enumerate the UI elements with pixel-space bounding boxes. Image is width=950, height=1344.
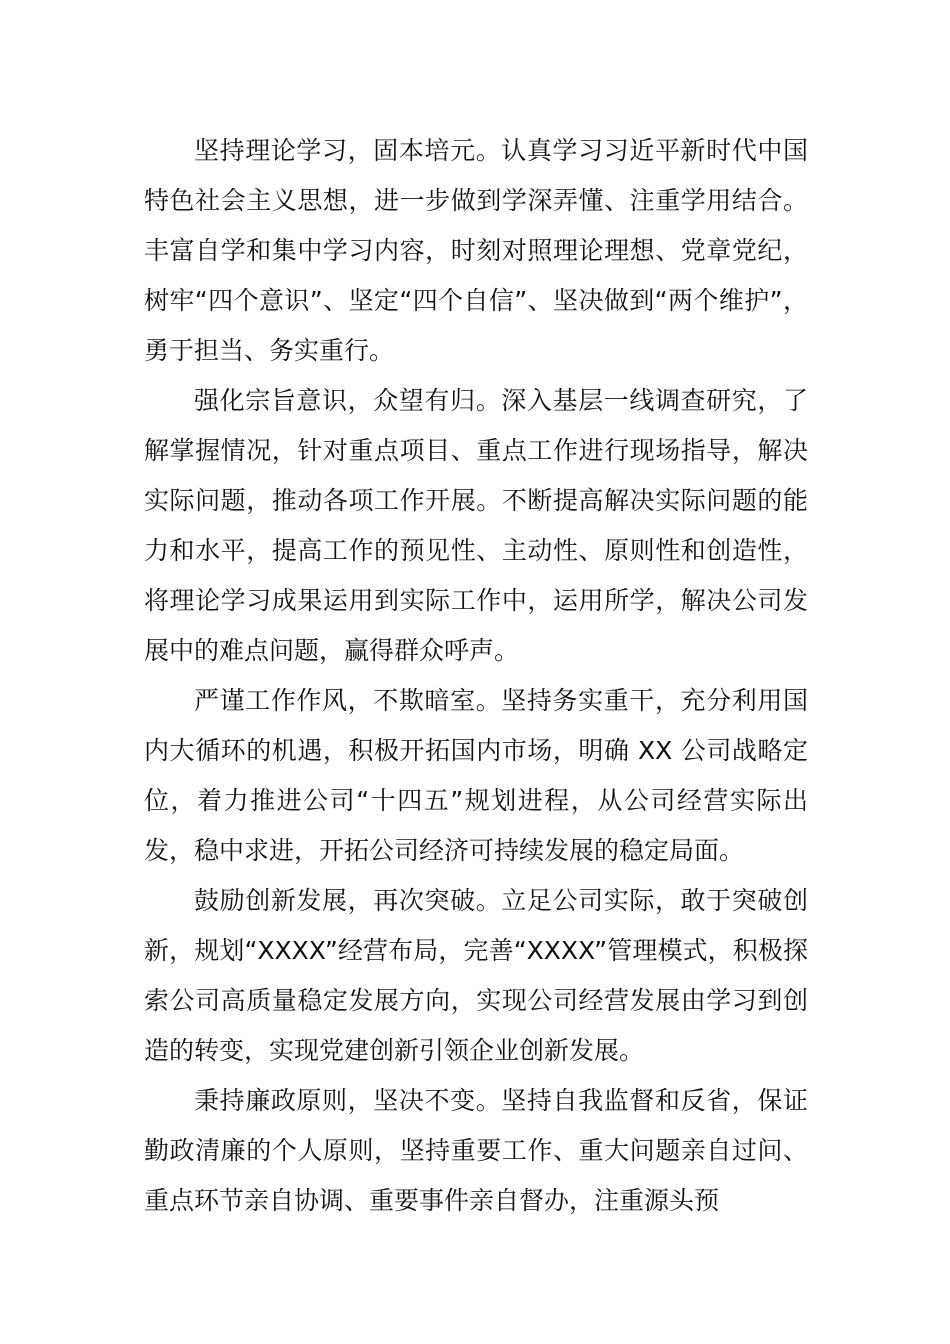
- paragraph-integrity: 秉持廉政原则，坚决不变。坚持自我监督和反省，保证勤政清廉的个人原则，坚持重要工作、重大问题亲自过问、重点环节亲自协调、重要事件亲自督办，注重源头预: [144, 1086, 808, 1215]
- paragraph-work-style: 严谨工作作风，不欺暗室。坚持务实重干，充分利用国内大循环的机遇，积极开拓国内市场，明确 XX 公司战略定位，着力推进公司“十四五”规划进程，从公司经营实际出发，稳中求进，开拓公司经济可持续发展的稳定局面。: [144, 686, 808, 865]
- paragraph-innovation: 鼓励创新发展，再次突破。立足公司实际，敢于突破创新，规划“XXXX”经营布局，完善“XXXX”管理模式，积极探索公司高质量稳定发展方向，实现公司经营发展由学习到创造的转变，实现党建创新引领企业创新发展。: [144, 886, 808, 1065]
- document-body: [144, 126, 808, 1226]
- paragraph-purpose-awareness: 强化宗旨意识，众望有归。深入基层一线调查研究，了解掌握情况，针对重点项目、重点工作进行现场指导，解决实际问题，推动各项工作开展。不断提高解决实际问题的能力和水平，提高工作的预见性、主动性、原则性和创造性，将理论学习成果运用到实际工作中，运用所学，解决公司发展中的难点问题，赢得群众呼声。: [144, 386, 808, 665]
- paragraph-theory-study: 坚持理论学习，固本培元。认真学习习近平新时代中国特色社会主义思想，进一步做到学深弄懂、注重学用结合。丰富自学和集中学习内容，时刻对照理论理想、党章党纪，树牢“四个意识”、坚定“四个自信”、坚决做到“两个维护”，勇于担当、务实重行。: [144, 136, 808, 365]
